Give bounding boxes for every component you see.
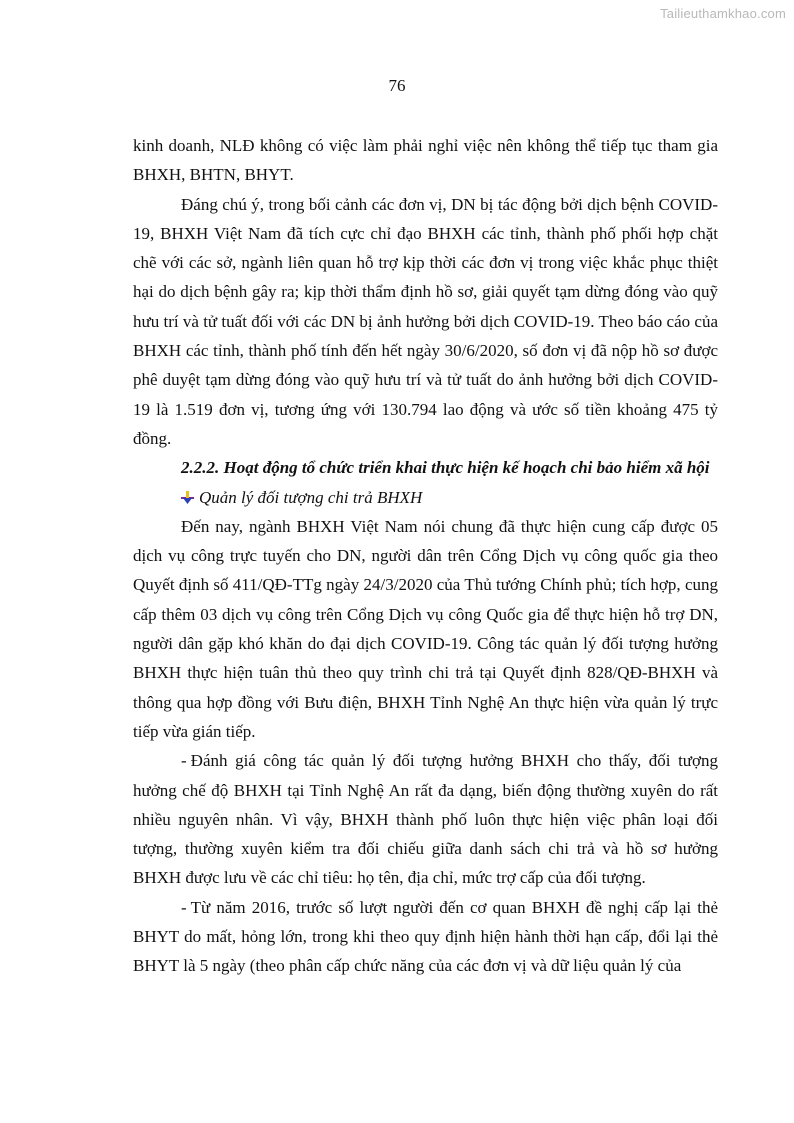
arrow-down-bullet-icon <box>181 491 194 504</box>
subsection-heading-text: Quản lý đối tượng chi trả BHXH <box>199 487 423 507</box>
dash-marker: - <box>181 751 187 771</box>
paragraph-3: Đến nay, ngành BHXH Việt Nam nói chung đã thực hiện cung cấp được 05 dịch vụ công trực tuyến cho DN, người dân trên Cổng Dịch vụ công quốc gia theo Quyết định số 411/QĐ-TTg ngày 24/3/2020 của Thủ tướng Chính phủ; tích hợp, cung cấp thêm 03 dịch vụ công trên Cổng Dịch vụ công Quốc gia để thực hiện hỗ trợ DN, người dân gặp khó khăn do đại dịch COVID-19. Công tác quản lý đối tượng hưởng BHXH thực hiện tuân thủ theo quy trình chi trả tại Quyết định 828/QĐ-BHXH và thông qua hợp đồng với Bưu điện, BHXH Tỉnh Nghệ An thực hiện vừa quản lý trực tiếp vừa gián tiếp. <box>133 516 718 741</box>
list-item <box>133 746 718 892</box>
watermark: Tailieuthamkhao.com <box>660 6 786 21</box>
document-body <box>133 131 718 981</box>
page-number: 76 <box>388 76 406 95</box>
dash-marker: - <box>181 897 187 917</box>
list-item-text: Đánh giá công tác quản lý đối tượng hưởng BHXH cho thấy, đối tượng hưởng chế độ BHXH tại Tỉnh Nghệ An rất đa dạng, biến động thường xuyên do rất nhiều nguyên nhân. Vì vậy, BHXH thành phố luôn thực hiện việc phân loại đối tượng, thường xuyên kiểm tra đối chiếu giữa danh sách chi trả và hồ sơ hưởng BHXH được lưu về các chỉ tiêu: họ tên, địa chỉ, mức trợ cấp của đối tượng. <box>133 751 718 888</box>
paragraph-1: kinh doanh, NLĐ không có việc làm phải nghỉ việc nên không thể tiếp tục tham gia BHXH, BHTN, BHYT. <box>133 136 718 185</box>
paragraph-2: Đáng chú ý, trong bối cảnh các đơn vị, DN bị tác động bởi dịch bệnh COVID-19, BHXH Việt Nam đã tích cực chỉ đạo BHXH các tỉnh, thành phố phối hợp chặt chẽ với các sở, ngành liên quan hỗ trợ kịp thời các đơn vị trong việc khắc phục thiệt hại do dịch bệnh gây ra; kịp thời thẩm định hồ sơ, giải quyết tạm dừng đóng vào quỹ hưu trí và tử tuất đối với các DN bị ảnh hưởng bởi dịch COVID-19. Theo báo cáo của BHXH các tỉnh, thành phố tính đến hết ngày 30/6/2020, số đơn vị đã nộp hồ sơ được phê duyệt tạm dừng đóng vào quỹ hưu trí và tử tuất do ảnh hưởng bởi dịch COVID-19 là 1.519 đơn vị, tương ứng với 130.794 lao động và ước số tiền khoảng 475 tỷ đồng. <box>133 194 718 448</box>
list-item-text: Từ năm 2016, trước số lượt người đến cơ quan BHXH đề nghị cấp lại thẻ BHYT do mất, hỏng lớn, trong khi theo quy định hiện hành thời hạn cấp, đổi lại thẻ BHYT là 5 ngày (theo phân cấp chức năng của các đơn vị và dữ liệu quản lý của <box>133 897 718 976</box>
list-item <box>133 893 718 981</box>
subsection-heading <box>133 483 718 512</box>
section-heading: 2.2.2. Hoạt động tổ chức triển khai thực hiện kế hoạch chi bảo hiểm xã hội <box>181 458 710 478</box>
